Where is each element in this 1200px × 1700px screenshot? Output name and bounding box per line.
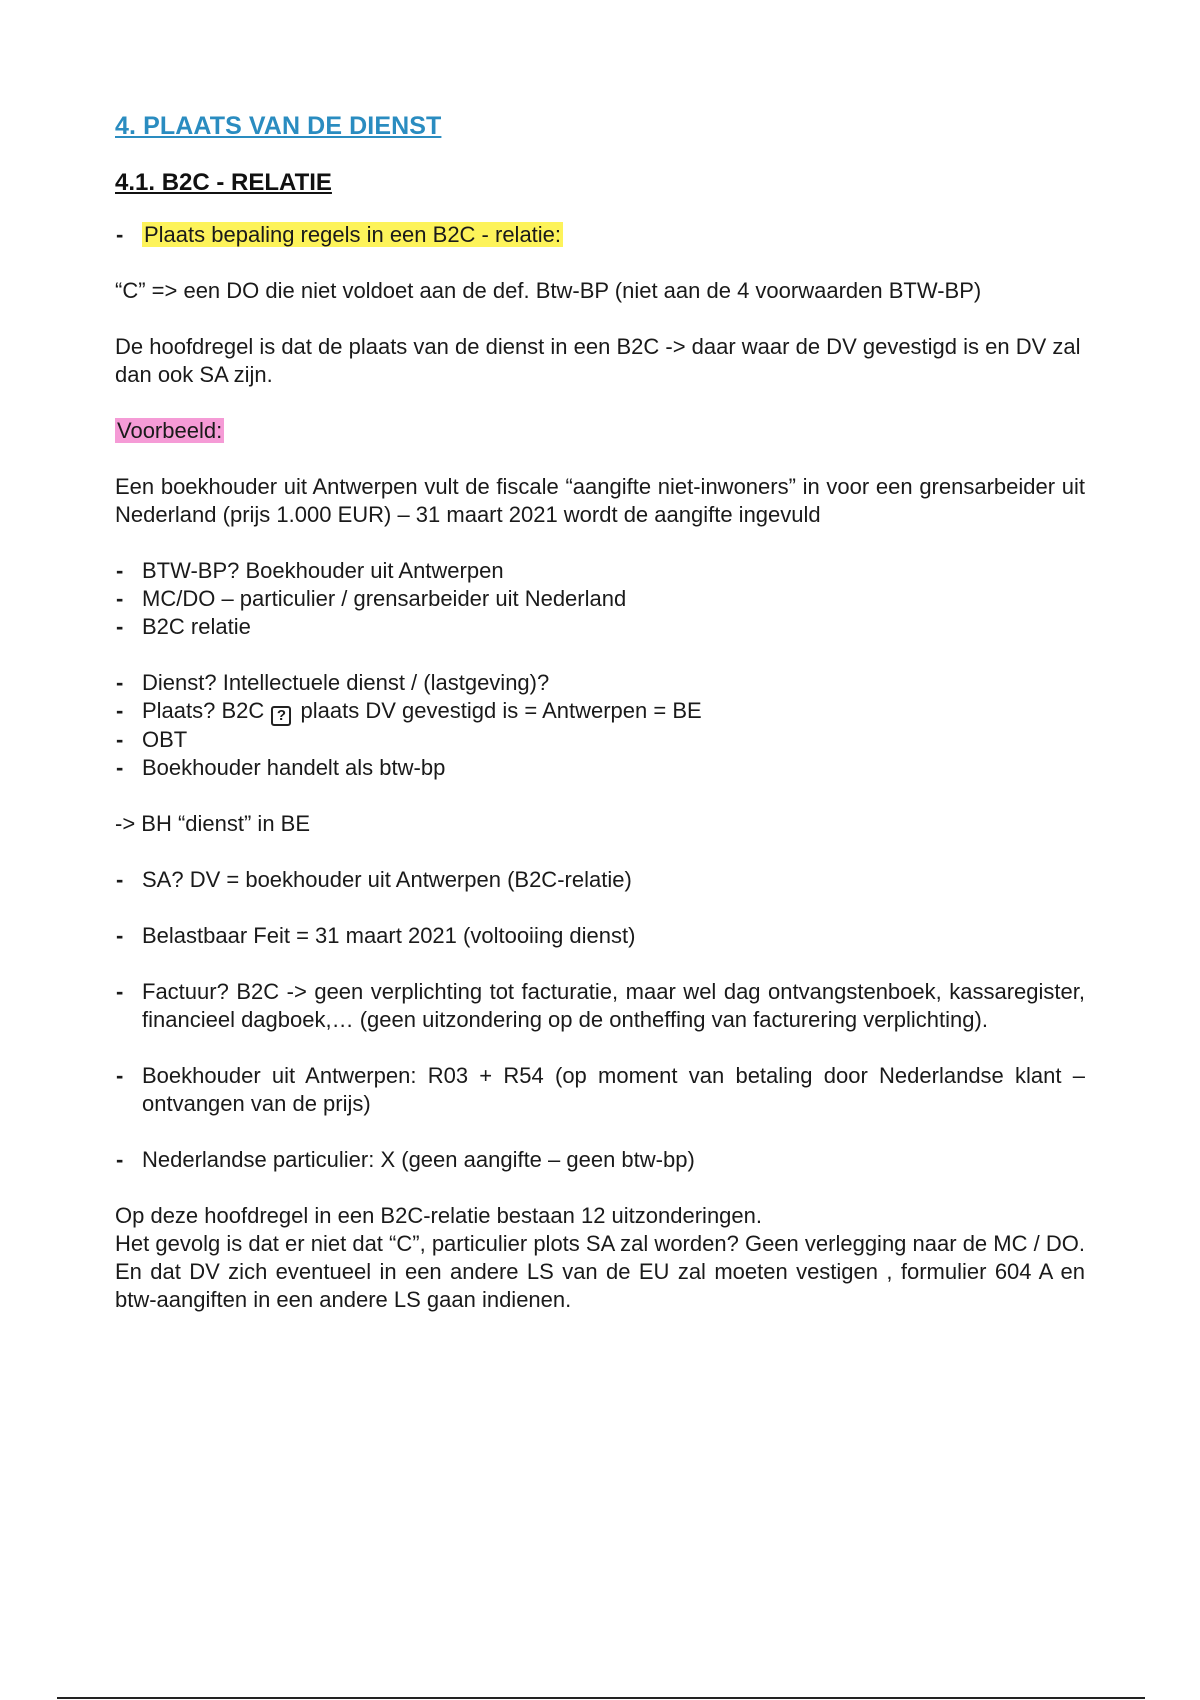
plaats-text-before: Plaats? B2C <box>142 698 265 723</box>
list-item-plaats <box>115 697 1085 726</box>
example-paragraph: Een boekhouder uit Antwerpen vult de fiscale “aangifte niet-inwoners” in voor een grensarbeider uit Nederland (prijs 1.000 EUR) – 31 maart 2021 wordt de aangifte ingevuld <box>115 474 1085 527</box>
list-item: - B2C relatie <box>115 613 1085 641</box>
intro-bullet <box>115 221 1085 249</box>
list-item: - Dienst? Intellectuele dienst / (lastgeving)? <box>115 669 1085 697</box>
highlighted-intro: Plaats bepaling regels in een B2C - relatie: <box>144 222 562 247</box>
question-box-icon: ? <box>271 706 291 726</box>
list-item: - Factuur? B2C -> geen verplichting tot facturatie, maar wel dag ontvangstenboek, kassaregister, financieel dagboek,… (geen uitzondering op de ontheffing van facturering verplichting). <box>115 978 1085 1034</box>
analysis-list <box>115 669 1085 782</box>
plaats-text-after: plaats DV gevestigd is = Antwerpen = BE <box>300 698 702 723</box>
list-item: - MC/DO – particulier / grensarbeider uit Nederland <box>115 585 1085 613</box>
list-item: - Boekhouder uit Antwerpen: R03 + R54 (op moment van betaling door Nederlandse klant – ontvangen van de prijs) <box>115 1062 1085 1118</box>
list-item: - OBT <box>115 726 1085 754</box>
definition-paragraph: “C” => een DO die niet voldoet aan de def. Btw-BP (niet aan de 4 voorwaarden BTW-BP) <box>115 278 982 303</box>
main-rule-paragraph: De hoofdregel is dat de plaats van de dienst in een B2C -> daar waar de DV gevestigd is en DV zal dan ook SA zijn. <box>115 334 1081 387</box>
intro-list <box>115 221 1085 249</box>
closing-paragraph-1: Op deze hoofdregel in een B2C-relatie bestaan 12 uitzonderingen. <box>115 1203 763 1228</box>
list-item: - BTW-BP? Boekhouder uit Antwerpen <box>115 557 1085 585</box>
closing-paragraph-2: Het gevolg is dat er niet dat “C”, particulier plots SA zal worden? Geen verlegging naar de MC / DO. En dat DV zich eventueel in een andere LS van de EU zal moeten vestigen , formulier 604 A en btw-aangiften in een andere LS gaan indienen. <box>115 1231 1085 1312</box>
arrow-paragraph: -> BH “dienst” in BE <box>115 811 311 836</box>
document-page <box>115 112 1085 1342</box>
boekhouder-list <box>115 1062 1085 1118</box>
section-heading: 4. PLAATS VAN DE DIENST <box>115 112 442 140</box>
sa-list <box>115 866 1085 894</box>
list-item: - Belastbaar Feit = 31 maart 2021 (voltooiing dienst) <box>115 922 1085 950</box>
example-label: Voorbeeld: <box>117 418 223 443</box>
factuur-list <box>115 978 1085 1034</box>
list-item: - Boekhouder handelt als btw-bp <box>115 754 1085 782</box>
parties-list <box>115 557 1085 641</box>
subsection-heading: 4.1. B2C - RELATIE <box>115 169 332 196</box>
list-item: - Nederlandse particulier: X (geen aangifte – geen btw-bp) <box>115 1146 1085 1174</box>
page-bottom-rule <box>57 1697 1145 1699</box>
list-item: - SA? DV = boekhouder uit Antwerpen (B2C-relatie) <box>115 866 1085 894</box>
feit-list <box>115 922 1085 950</box>
particulier-list <box>115 1146 1085 1174</box>
